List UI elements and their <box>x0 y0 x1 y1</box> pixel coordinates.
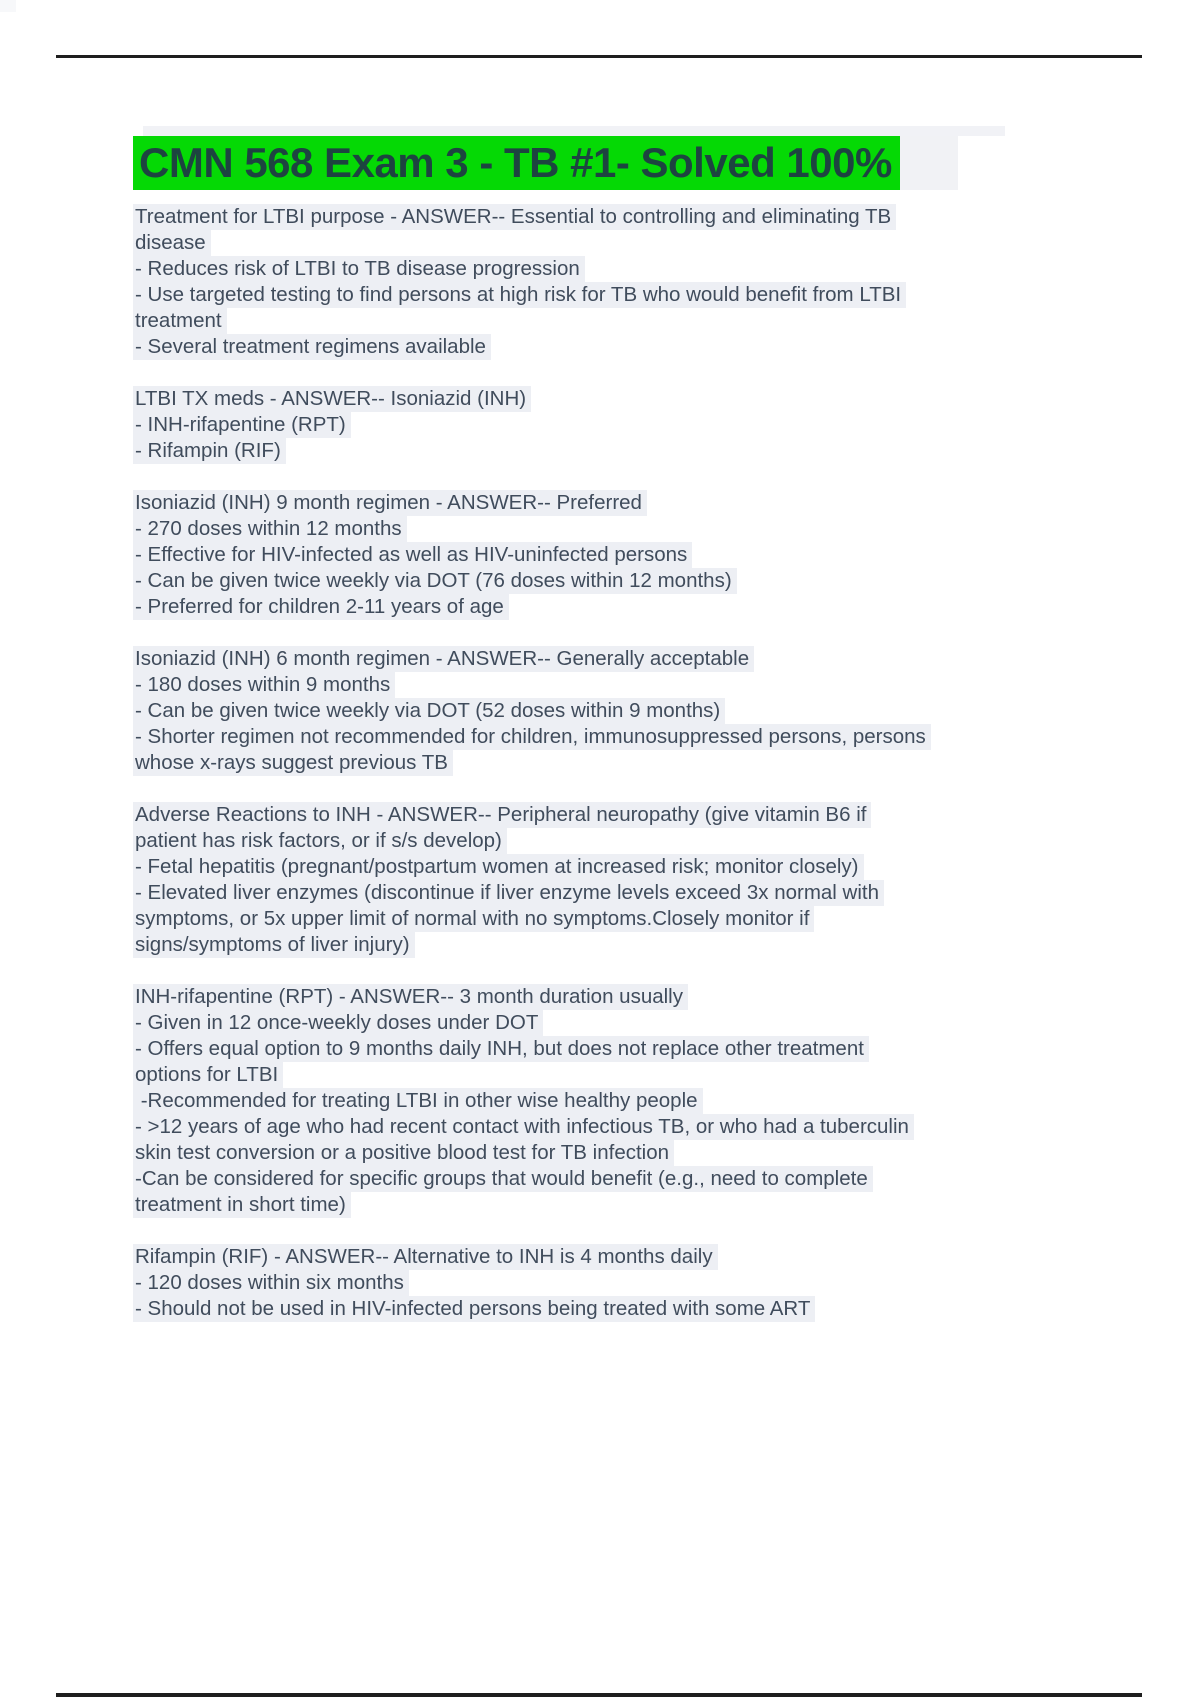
text-line <box>135 568 1095 594</box>
blank-line <box>135 958 1095 984</box>
highlighted-text: - Fetal hepatitis (pregnant/postpartum women at increased risk; monitor closely) <box>133 854 864 880</box>
blank-line <box>135 1218 1095 1244</box>
text-line <box>135 594 1095 620</box>
highlighted-text: - Reduces risk of LTBI to TB disease progression <box>133 256 585 282</box>
highlighted-text: Rifampin (RIF) - ANSWER-- Alternative to INH is 4 months daily <box>133 1244 718 1270</box>
highlighted-text: INH-rifapentine (RPT) - ANSWER-- 3 month duration usually <box>133 984 688 1010</box>
highlighted-text: - Rifampin (RIF) <box>133 438 286 464</box>
highlighted-text: Treatment for LTBI purpose - ANSWER-- Essential to controlling and eliminating TB <box>133 204 896 230</box>
text-line <box>135 1296 1095 1322</box>
highlighted-text: patient has risk factors, or if s/s develop) <box>133 828 507 854</box>
highlighted-text: - Offers equal option to 9 months daily INH, but does not replace other treatment <box>133 1036 869 1062</box>
title-row <box>133 136 958 190</box>
text-line <box>135 1062 1095 1088</box>
highlighted-text: - Can be given twice weekly via DOT (76 doses within 12 months) <box>133 568 737 594</box>
text-line <box>135 828 1095 854</box>
highlighted-text: Isoniazid (INH) 6 month regimen - ANSWER-- Generally acceptable <box>133 646 754 672</box>
text-line <box>135 412 1095 438</box>
highlighted-text: LTBI TX meds - ANSWER-- Isoniazid (INH) <box>133 386 531 412</box>
text-line <box>135 204 1095 230</box>
text-line <box>135 724 1095 750</box>
scan-artifact <box>0 0 16 12</box>
highlighted-text: whose x-rays suggest previous TB <box>133 750 453 776</box>
document-body <box>135 204 1095 1322</box>
text-line <box>135 308 1095 334</box>
highlighted-text: - >12 years of age who had recent contact with infectious TB, or who had a tuberculin <box>133 1114 914 1140</box>
highlighted-text: - Shorter regimen not recommended for children, immunosuppressed persons, persons <box>133 724 931 750</box>
text-line <box>135 386 1095 412</box>
highlighted-text: - Should not be used in HIV-infected persons being treated with some ART <box>133 1296 815 1322</box>
highlighted-text: - Preferred for children 2-11 years of age <box>133 594 509 620</box>
highlighted-text: - INH-rifapentine (RPT) <box>133 412 351 438</box>
highlighted-text: - Can be given twice weekly via DOT (52 doses within 9 months) <box>133 698 725 724</box>
bottom-rule <box>56 1693 1142 1697</box>
text-line <box>135 1244 1095 1270</box>
text-line <box>135 1010 1095 1036</box>
highlighted-text: options for LTBI <box>133 1062 283 1088</box>
text-line <box>135 1192 1095 1218</box>
highlighted-text: - Several treatment regimens available <box>133 334 491 360</box>
text-line <box>135 334 1095 360</box>
highlighted-text: treatment in short time) <box>133 1192 351 1218</box>
text-line <box>135 516 1095 542</box>
text-line <box>135 438 1095 464</box>
highlighted-text: - 120 doses within six months <box>133 1270 409 1296</box>
highlighted-text: - Given in 12 once-weekly doses under DOT <box>133 1010 543 1036</box>
highlighted-text: treatment <box>133 308 227 334</box>
text-line <box>135 672 1095 698</box>
text-line <box>135 932 1095 958</box>
text-line <box>135 1270 1095 1296</box>
text-line <box>135 282 1095 308</box>
blank-line <box>135 620 1095 646</box>
text-line <box>135 880 1095 906</box>
text-line <box>135 802 1095 828</box>
highlighted-text: skin test conversion or a positive blood test for TB infection <box>133 1140 674 1166</box>
highlighted-text: signs/symptoms of liver injury) <box>133 932 415 958</box>
blank-line <box>135 360 1095 386</box>
text-line <box>135 1140 1095 1166</box>
highlighted-text: Adverse Reactions to INH - ANSWER-- Peripheral neuropathy (give vitamin B6 if <box>133 802 871 828</box>
text-line <box>135 646 1095 672</box>
highlighted-text: Isoniazid (INH) 9 month regimen - ANSWER-- Preferred <box>133 490 647 516</box>
highlighted-text: - Effective for HIV-infected as well as HIV-uninfected persons <box>133 542 692 568</box>
text-line <box>135 256 1095 282</box>
text-line <box>135 1036 1095 1062</box>
highlighted-text: symptoms, or 5x upper limit of normal with no symptoms.Closely monitor if <box>133 906 814 932</box>
text-line <box>135 1114 1095 1140</box>
highlighted-text: disease <box>133 230 211 256</box>
text-line <box>135 854 1095 880</box>
highlighted-text: -Recommended for treating LTBI in other wise healthy people <box>133 1088 703 1114</box>
text-line <box>135 750 1095 776</box>
highlighted-text: - 270 doses within 12 months <box>133 516 407 542</box>
text-line <box>135 698 1095 724</box>
text-line <box>135 230 1095 256</box>
top-rule <box>56 55 1142 58</box>
title-highlight-top-strip <box>143 126 1005 136</box>
title-highlight-extension <box>900 136 958 190</box>
blank-line <box>135 776 1095 802</box>
text-line <box>135 984 1095 1010</box>
text-line <box>135 1088 1095 1114</box>
highlighted-text: - Elevated liver enzymes (discontinue if liver enzyme levels exceed 3x normal with <box>133 880 884 906</box>
highlighted-text: - 180 doses within 9 months <box>133 672 395 698</box>
blank-line <box>135 464 1095 490</box>
text-line <box>135 490 1095 516</box>
text-line <box>135 906 1095 932</box>
highlighted-text: - Use targeted testing to find persons at high risk for TB who would benefit from LTBI <box>133 282 906 308</box>
text-line <box>135 1166 1095 1192</box>
page-title: CMN 568 Exam 3 - TB #1- Solved 100% <box>133 136 900 190</box>
highlighted-text: -Can be considered for specific groups that would benefit (e.g., need to complete <box>133 1166 873 1192</box>
text-line <box>135 542 1095 568</box>
